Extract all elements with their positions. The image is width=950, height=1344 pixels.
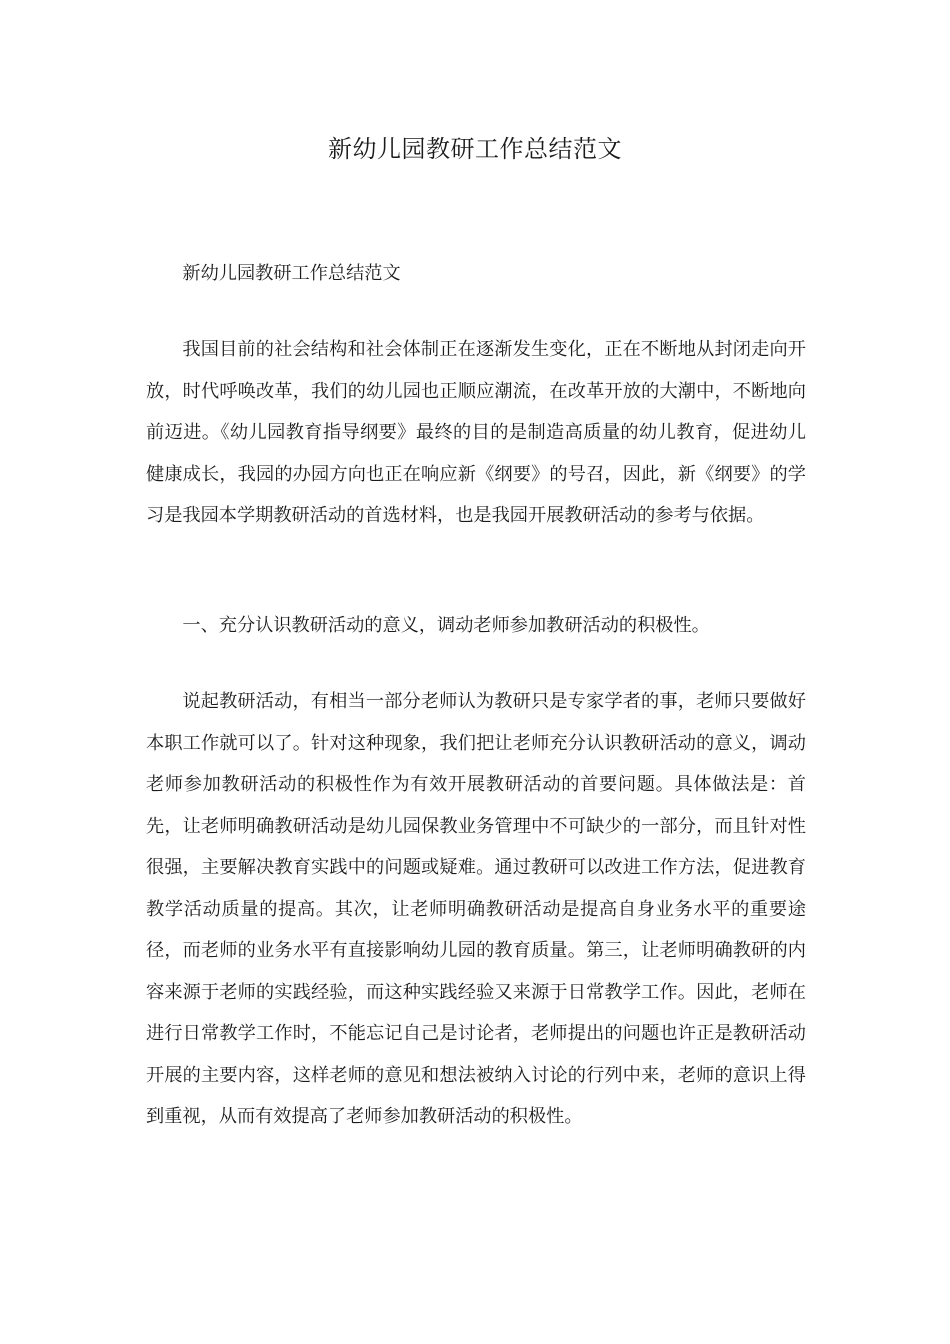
paragraph-section-1: 说起教研活动，有相当一部分老师认为教研只是专家学者的事，老师只要做好本职工作就可以了。针对这种现象，我们把让老师充分认识教研活动的意义，调动老师参加教研活动的积极性作为有效开展教研活动的首要问题。具体做法是：首先，让老师明确教研活动是幼儿园保教业务管理中不可缺少的一部分，而且针对性很强，主要解决教育实践中的问题或疑难。通过教研可以改进工作方法，促进教育教学活动质量的提高。其次，让老师明确教研活动是提高自身业务水平的重要途径，而老师的业务水平有直接影响幼儿园的教育质量。第三，让老师明确教研的内容来源于老师的实践经验，而这种实践经验又来源于日常教学工作。因此，老师在进行日常教学工作时，不能忘记自己是讨论者，老师提出的问题也许正是教研活动开展的主要内容，这样老师的意见和想法被纳入讨论的行列中来，老师的意识上得到重视，从而有效提高了老师参加教研活动的积极性。: [146, 691, 806, 1127]
document-title: 新幼儿园教研工作总结范文: [328, 135, 622, 163]
paragraph-intro: 我国目前的社会结构和社会体制正在逐渐发生变化，正在不断地从封闭走向开放，时代呼唤改革，我们的幼儿园也正顺应潮流，在改革开放的大潮中，不断地向前迈进。《幼儿园教育指导纲要》最终的目的是制造高质量的幼儿教育，促进幼儿健康成长，我园的办园方向也正在响应新《纲要》的号召，因此，新《纲要》的学习是我园本学期教研活动的首选材料，也是我园开展教研活动的参考与依据。: [146, 339, 806, 526]
document-subtitle: 新幼儿园教研工作总结范文: [182, 263, 401, 284]
section-heading-1: 一、充分认识教研活动的意义，调动老师参加教研活动的积极性。: [182, 615, 710, 636]
